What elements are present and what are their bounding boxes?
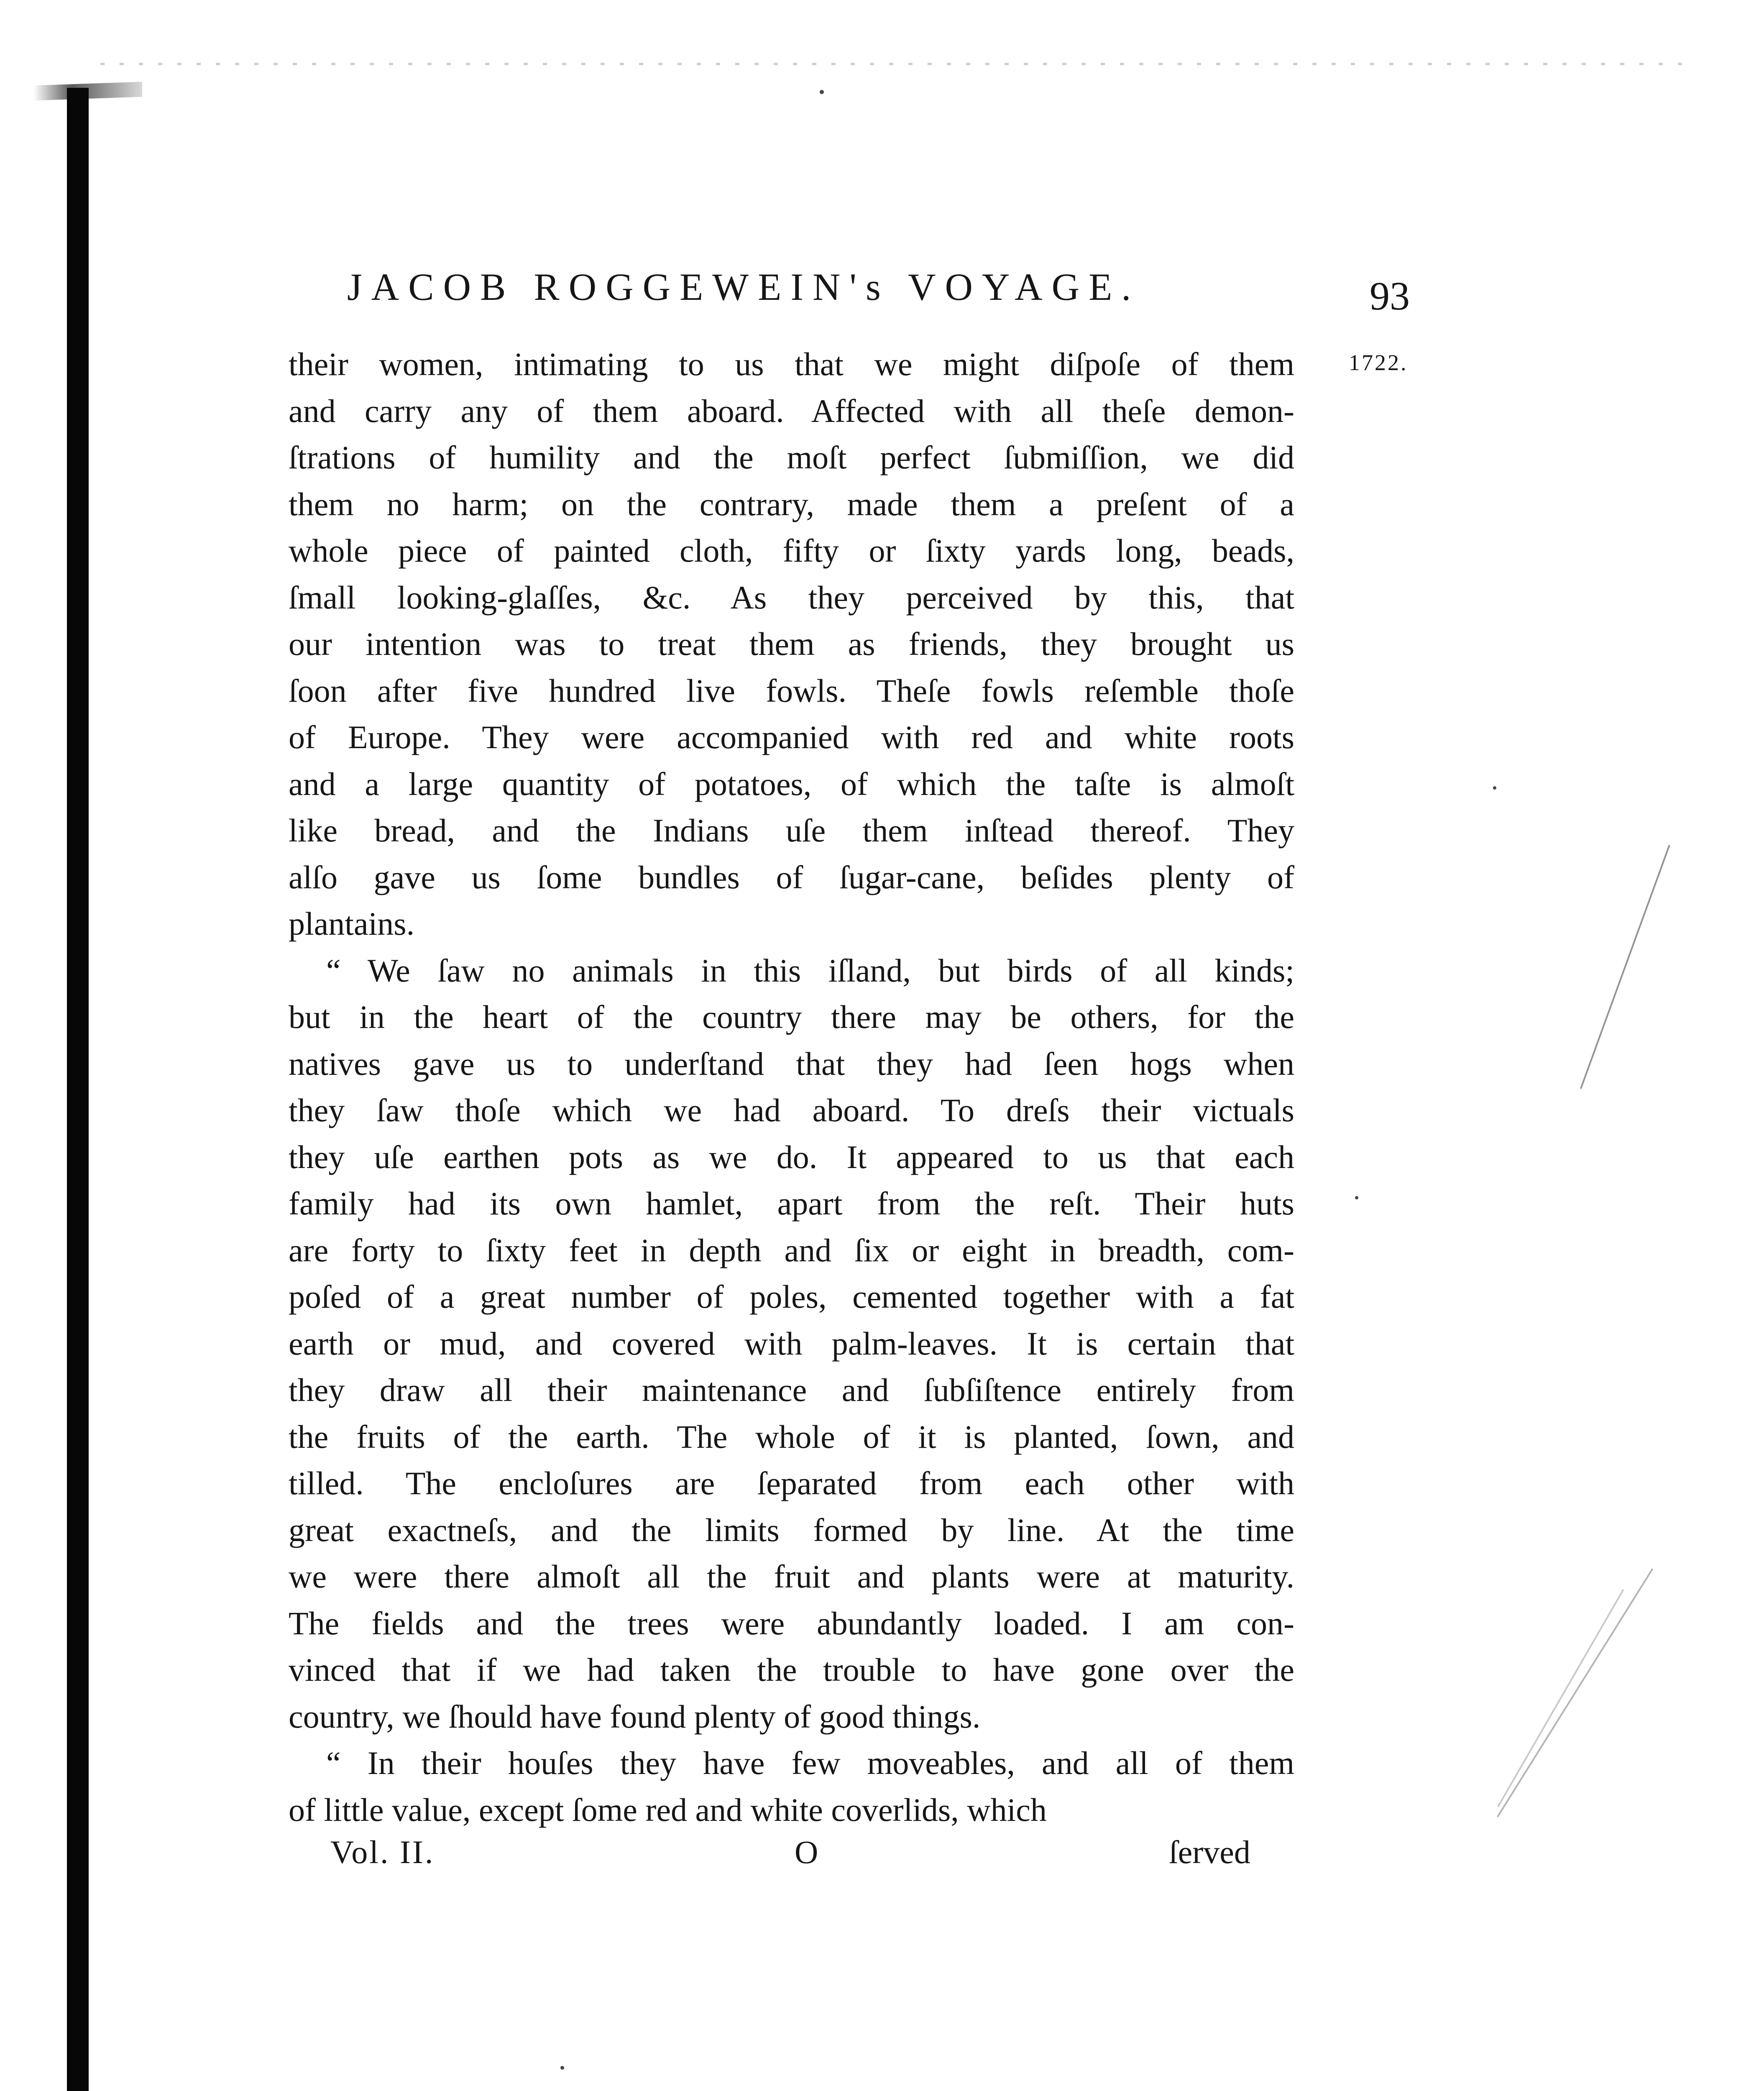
scan-speck [560, 2066, 564, 2070]
text-line: are forty to ſixty feet in depth and ſix or eight in breadth, com- [289, 1232, 1294, 1268]
text-line: and a large quantity of potatoes, of which the taſte is almoſt [289, 765, 1294, 802]
body-text [289, 341, 1294, 1833]
text-line: but in the heart of the country there may be others, for the [289, 999, 1294, 1035]
text-line: “ In their houſes they have few moveables, and all of them [326, 1745, 1294, 1781]
text-line: “ We ſaw no animals in this iſland, but birds of all kinds; [326, 952, 1294, 989]
text-line: poſed of a great number of poles, cemented together with a fat [289, 1278, 1294, 1315]
text-line: The fields and the trees were abundantly loaded. I am con- [289, 1605, 1294, 1641]
scan-streak [1497, 1589, 1624, 1807]
text-line: vinced that if we had taken the trouble to have gone over the [289, 1651, 1294, 1688]
text-line: family had its own hamlet, apart from the reſt. Their huts [289, 1185, 1294, 1222]
text-line: great exactneſs, and the limits formed by line. At the time [289, 1511, 1294, 1548]
text-line: they uſe earthen pots as we do. It appeared to us that each [289, 1138, 1294, 1175]
text-line: they draw all their maintenance and ſubſiſtence entirely from [289, 1372, 1294, 1408]
text-line: natives gave us to underſtand that they had ſeen hogs when [289, 1045, 1294, 1082]
scan-streak [1580, 845, 1670, 1089]
footer-volume: Vol. II. [330, 1834, 435, 1870]
scan-dust-top [100, 63, 1690, 65]
binding-edge [67, 88, 89, 2091]
scan-speck [1493, 786, 1496, 790]
margin-year-note: 1722. [1349, 350, 1408, 375]
text-line: ſmall looking-glaſſes, &c. As they perceived by this, that [289, 579, 1294, 616]
page-number: 93 [1370, 274, 1410, 318]
text-line: of Europe. They were accompanied with red and white roots [289, 719, 1294, 755]
text-line: ſtrations of humility and the moſt perfect ſubmiſſion, we did [289, 439, 1294, 475]
text-line: like bread, and the Indians uſe them inſtead thereof. They [289, 812, 1294, 849]
footer-signature-mark: O [795, 1834, 818, 1870]
text-line: alſo gave us ſome bundles of ſugar-cane, beſides plenty of [289, 859, 1294, 895]
scan-speck [820, 90, 824, 94]
text-line: their women, intimating to us that we might diſpoſe of them [289, 346, 1294, 382]
text-line: our intention was to treat them as friends, they brought us [289, 626, 1294, 662]
scan-streak [1497, 1568, 1653, 1817]
text-line: they ſaw thoſe which we had aboard. To dreſs their victuals [289, 1092, 1294, 1128]
footer-catchword: ſerved [1169, 1834, 1250, 1870]
text-line: whole piece of painted cloth, fifty or ſixty yards long, beads, [289, 532, 1294, 569]
text-line: earth or mud, and covered with palm-leaves. It is certain that [289, 1325, 1294, 1362]
text-line: plantains. [289, 905, 415, 942]
scan-speck [1355, 1196, 1358, 1199]
text-line: them no harm; on the contrary, made them a preſent of a [289, 486, 1294, 522]
text-line: of little value, except ſome red and white coverlids, which [289, 1791, 1047, 1828]
running-head: JACOB ROGGEWEIN's VOYAGE. [347, 266, 1140, 308]
text-line: tilled. The encloſures are ſeparated from each other with [289, 1465, 1294, 1501]
text-line: the fruits of the earth. The whole of it is planted, ſown, and [289, 1418, 1294, 1455]
text-line: country, we ſhould have found plenty of good things. [289, 1698, 981, 1735]
text-line: ſoon after five hundred live fowls. Theſe fowls reſemble thoſe [289, 672, 1294, 709]
text-line: and carry any of them aboard. Affected with all theſe demon- [289, 392, 1294, 429]
text-line: we were there almoſt all the fruit and plants were at maturity. [289, 1558, 1294, 1595]
